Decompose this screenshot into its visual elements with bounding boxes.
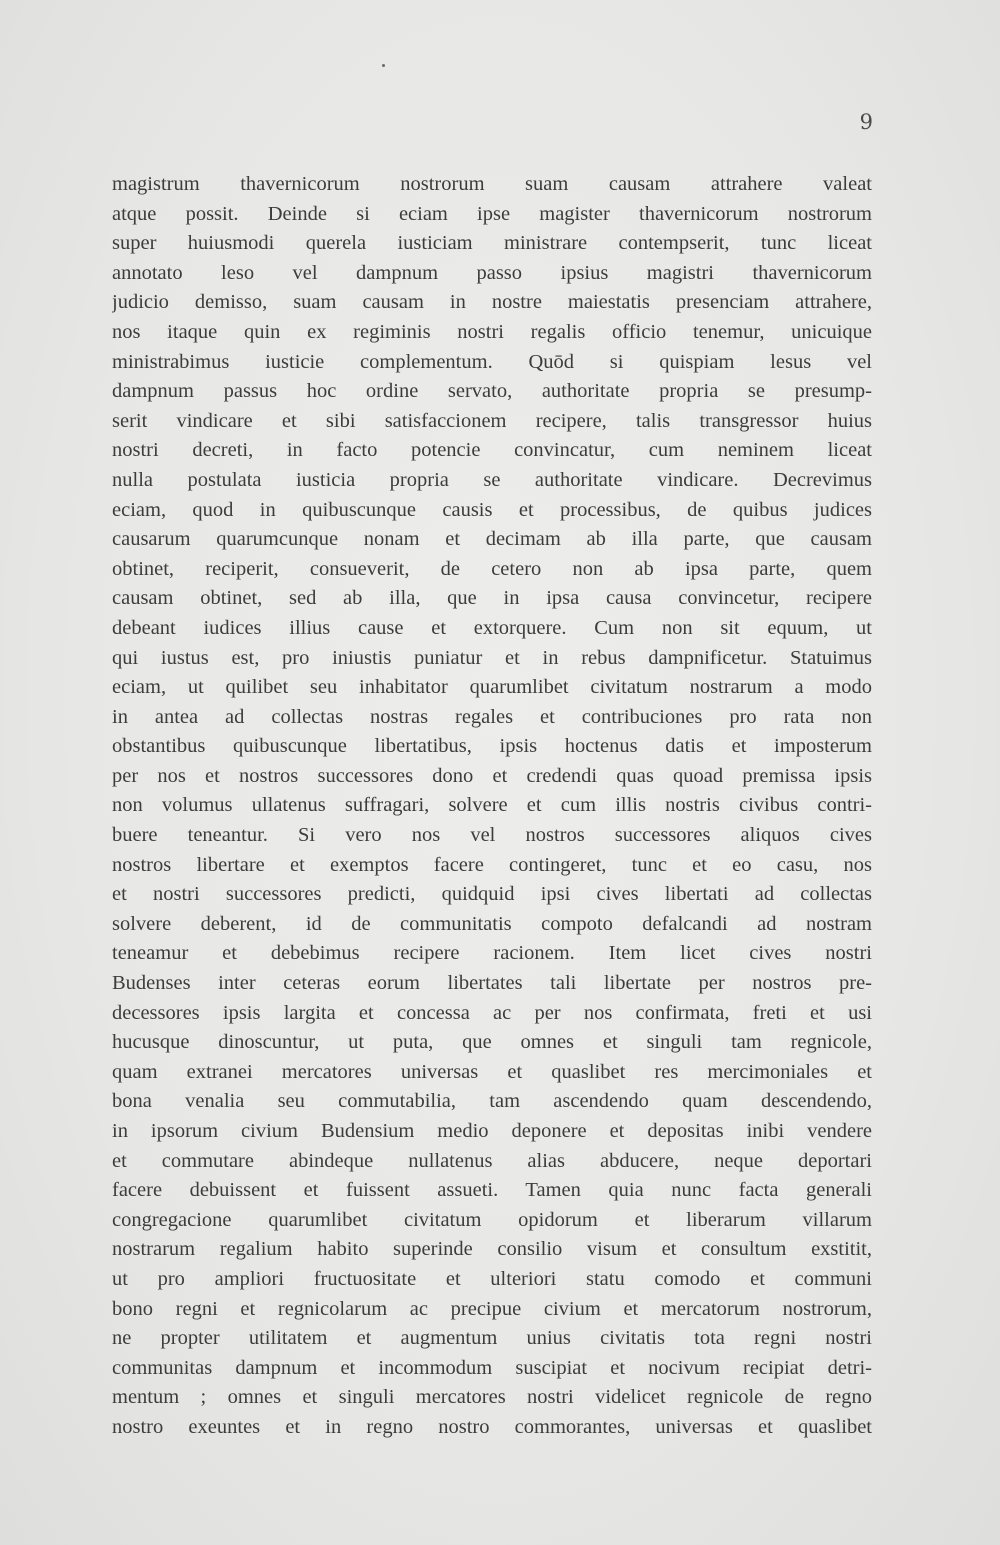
text-line: atque possit. Deinde si eciam ipse magister thavernicorum nostrorum [112,202,872,225]
text-line: solvere deberent, id de communitatis compoto defalcandi ad nostram [112,912,872,935]
text-line: hucusque dinoscuntur, ut puta, que omnes et singuli tam regnicole, [112,1031,872,1054]
text-line: bona venalia seu commutabilia, tam ascendendo quam descendendo, [112,1090,872,1113]
text-line: nos itaque quin ex regiminis nostri regalis officio tenemur, unicuique [112,320,872,343]
text-line: communitas dampnum et incommodum suscipiat et nocivum recipiat detri- [112,1356,872,1379]
text-line: decessores ipsis largita et concessa ac per nos confirmata, freti et usi [112,1001,872,1024]
text-line: bono regni et regnicolarum ac precipue civium et mercatorum nostrorum, [112,1297,872,1320]
text-line: debeant iudices illius cause et extorquere. Cum non sit equum, ut [112,616,872,639]
text-line: per nos et nostros successores dono et credendi quas quoad premissa ipsis [112,764,872,787]
text-line: quam extranei mercatores universas et quaslibet res mercimoniales et [112,1060,872,1083]
paper-speck [382,64,385,67]
text-line: ne propter utilitatem et augmentum unius civitatis tota regni nostri [112,1327,872,1350]
text-line: annotato leso vel dampnum passo ipsius magistri thavernicorum [112,261,872,284]
text-line: causarum quarumcunque nonam et decimam ab illa parte, que causam [112,528,872,551]
text-line: facere debuissent et fuissent assueti. Tamen quia nunc facta generali [112,1179,872,1202]
text-line: nostro exeuntes et in regno nostro commorantes, universas et quaslibet [112,1415,872,1438]
page-number: 9 [859,110,873,134]
text-line: congregacione quarumlibet civitatum opidorum et liberarum villarum [112,1208,872,1231]
text-line: magistrum thavernicorum nostrorum suam causam attrahere valeat [112,173,872,195]
text-line: in antea ad collectas nostras regales et contribuciones pro rata non [112,705,872,728]
text-line: et nostri successores predicti, quidquid ipsi cives libertati ad collectas [112,883,872,906]
text-line: buere teneantur. Si vero nos vel nostros successores aliquos cives [112,824,872,847]
text-line: Budenses inter ceteras eorum libertates tali libertate per nostros pre- [112,972,872,995]
text-line: nulla postulata iusticia propria se authoritate vindicare. Decrevimus [112,468,872,491]
text-line: ut pro ampliori fructuositate et ulteriori statu comodo et communi [112,1267,872,1290]
text-line: qui iustus est, pro iniustis puniatur et in rebus dampnificetur. Statuimus [112,646,872,669]
text-line: causam obtinet, sed ab illa, que in ipsa causa convincetur, recipere [112,587,872,610]
text-line: ministrabimus iusticie complementum. Quōd si quispiam lesus vel [112,350,872,373]
body-text [112,170,872,1443]
text-line: mentum ; omnes et singuli mercatores nostri videlicet regnicole de regno [112,1386,872,1409]
text-line: non volumus ullatenus suffragari, solvere et cum illis nostris civibus contri- [112,794,872,817]
text-line: obtinet, reciperit, consueverit, de cetero non ab ipsa parte, quem [112,557,872,580]
text-line: eciam, ut quilibet seu inhabitator quarumlibet civitatum nostrarum a modo [112,676,872,699]
text-line: in ipsorum civium Budensium medio deponere et depositas inibi vendere [112,1120,872,1142]
text-line: eciam, quod in quibuscunque causis et processibus, de quibus judices [112,498,872,521]
text-line: teneamur et debebimus recipere racionem. Item licet cives nostri [112,942,872,965]
text-line: super huiusmodi querela iusticiam ministrare contempserit, tunc liceat [112,232,872,255]
text-line: serit vindicare et sibi satisfaccionem recipere, talis transgressor huius [112,409,872,432]
text-line: et commutare abindeque nullatenus alias abducere, neque deportari [112,1149,872,1172]
text-line: nostros libertare et exemptos facere contingeret, tunc et eo casu, nos [112,853,872,876]
text-line: obstantibus quibuscunque libertatibus, ipsis hoctenus datis et imposterum [112,735,872,758]
text-line: nostrarum regalium habito superinde consilio visum et consultum exstitit, [112,1238,872,1261]
text-line: dampnum passus hoc ordine servato, authoritate propria se presump- [112,380,872,403]
text-line: judicio demisso, suam causam in nostre maiestatis presenciam attrahere, [112,291,872,314]
text-line: nostri decreti, in facto potencie convincatur, cum neminem liceat [112,439,872,462]
